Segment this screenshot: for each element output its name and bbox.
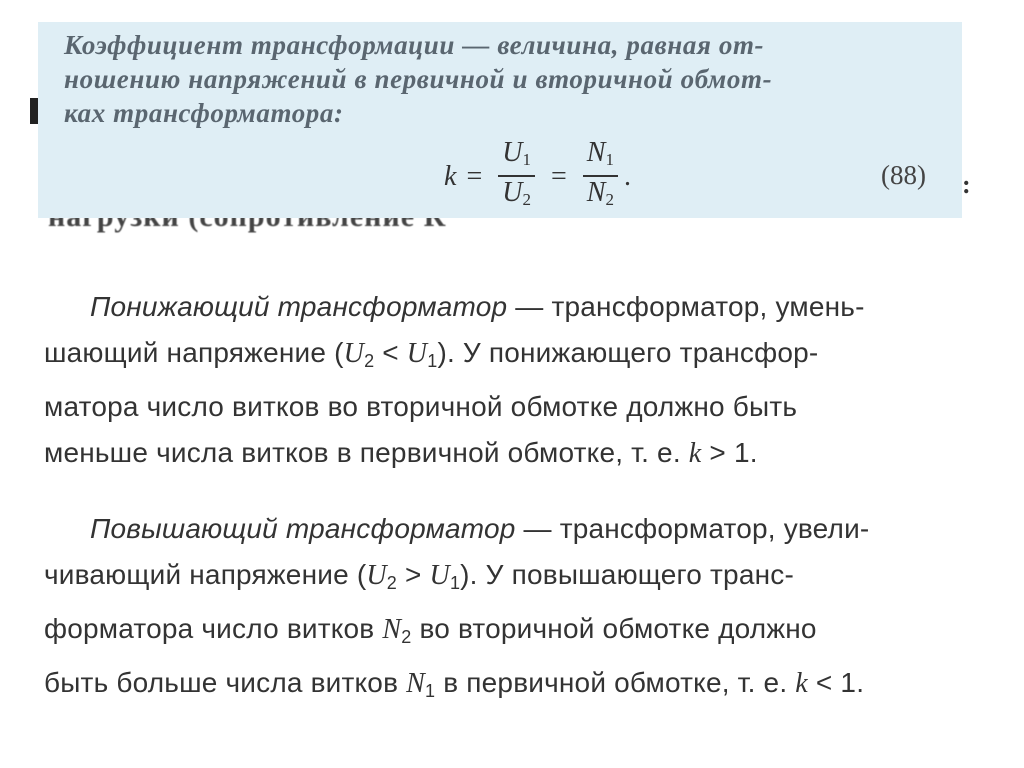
step-down-line-4: меньше числа витков в первичной обмотке, т. е. k > 1.: [44, 437, 758, 469]
fraction-n: $\frac{N_1}{N_2}$: [583, 138, 618, 216]
equation-number: (88): [881, 160, 926, 190]
definition-text: [64, 28, 949, 130]
step-up-line-3: форматора число витков N2 во вторичной обмотке должно: [44, 613, 817, 647]
step-up-line-2: чивающий напряжение (U2 > U1). У повышающего транс-: [44, 559, 794, 593]
step-up-line-4: быть больше числа витков N1 в первичной обмотке, т. е. k < 1.: [44, 667, 865, 701]
formula-k: k: [444, 161, 457, 192]
formula-row: [64, 136, 948, 216]
formula-equals-2: =: [550, 161, 567, 192]
step-down-line-2: шающий напряжение (U2 < U1). У понижающего трансфор-: [44, 337, 819, 371]
step-down-line-1: Понижающий трансформатор — трансформатор, умень-: [90, 291, 865, 322]
definition-box: [38, 22, 962, 218]
step-down-line-3: матора число витков во вторичной обмотке должно быть: [44, 391, 798, 422]
step-up-line-1: Повышающий трансформатор — трансформатор, увели-: [90, 513, 870, 544]
formula-equals-1: =: [466, 161, 483, 192]
formula-period: .: [623, 161, 631, 192]
definition-line-1: Коэффициент трансформации — величина, равная от-: [64, 30, 765, 60]
fraction-u: $\frac{U_1}{U_2}$: [498, 138, 535, 216]
definition-line-3: ках трансформатора:: [64, 98, 344, 128]
covered-text-fragment-right: :: [962, 170, 971, 199]
transformation-formula: [444, 138, 631, 216]
step-up-paragraph: [44, 506, 968, 714]
definition-line-2: ношению напряжений в первичной и вторичной обмот-: [64, 64, 773, 94]
covered-text-fragment-left: [30, 98, 38, 124]
step-down-paragraph: [44, 284, 968, 477]
